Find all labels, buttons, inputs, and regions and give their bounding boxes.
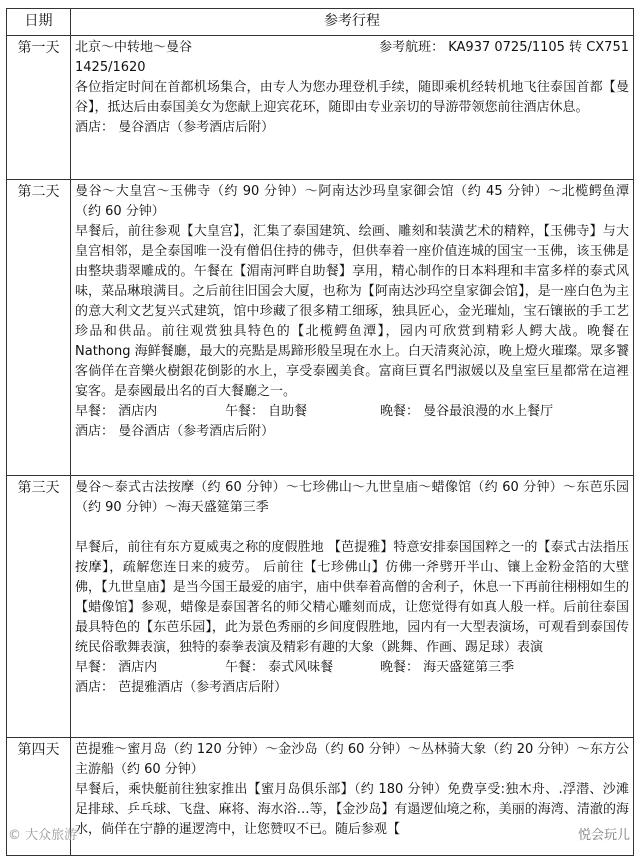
- header-date: 日期: [7, 9, 71, 36]
- breakfast: 早餐： 酒店内: [75, 404, 158, 419]
- day-content: [71, 476, 634, 738]
- route-line: [75, 38, 629, 58]
- route-line: 芭提雅～蜜月岛（约 120 分钟）～金沙岛（约 60 分钟）～丛林骑大象（约 20 分钟）～东方公主游船（约 60 分钟）: [75, 742, 629, 777]
- day-content: [71, 180, 634, 476]
- route-line: 曼谷～泰式古法按摩（约 60 分钟）～七珍佛山～九世皇庙～蜡像馆（约 60 分钟）～东芭乐园（约 90 分钟）～海天盛筵第三季: [75, 480, 629, 515]
- flight-info-cont: 1425/1620: [75, 60, 146, 75]
- day-label: 第一天: [7, 36, 71, 180]
- blank-line: [75, 518, 629, 538]
- hotel-line: 酒店： 芭提雅酒店（参考酒店后附）: [75, 680, 288, 695]
- header-itinerary: 参考行程: [71, 9, 634, 36]
- header-row: [7, 9, 634, 36]
- meals-line: [75, 658, 629, 678]
- hotel-line: 酒店： 曼谷酒店（参考酒店后附）: [75, 120, 275, 135]
- day-description: 早餐后，前往参观【大皇宫】，汇集了泰国建筑、绘画、雕刻和装潢艺术的精粹，【玉佛寺】与大皇宫相邻，是全泰国唯一没有僧侣住持的佛寺，但供奉着一座价值连城的国宝一玉佛，该玉佛是由整块翡翠雕成的。午餐在【湄南河畔自助餐】享用，精心制作的日本料理和丰富多样的泰式风味，菜品琳琅满目。之后前往旧国会大厦，也称为【阿南达沙玛空皇家御会馆】，是一座白色为主的意大利文艺复兴式建筑，馆中珍藏了很多精工细琢，独具匠心，金光璀灿，宝石镶嵌的手工艺珍品和供品。前往观赏独具特色的【北榄鳄鱼潭】，园内可欣赏到精彩人鳄大战。晚餐在 Nathong 海鲜餐廳，最大的亮點是馬蹄形般呈現在水上。白天清爽沁涼，晚上燈火璀璨。眾多饕客倘佯在音樂火樹銀花倒影的水上，享受泰國美食。富商巨賈名門淑媛以及皇室巨星都常在這裡宴客。是泰國最出名的百大餐廳之一。: [75, 224, 629, 399]
- day-content: [71, 738, 634, 856]
- day-row: [7, 36, 634, 180]
- day-label: 第三天: [7, 476, 71, 738]
- day-content: [71, 36, 634, 180]
- itinerary-table: [6, 8, 634, 856]
- watermark-right: 悦会玩儿: [577, 828, 630, 843]
- lunch: 午餐： 自助餐: [225, 404, 308, 419]
- route-line: 曼谷～大皇宫～玉佛寺（约 90 分钟）～阿南达沙玛皇家御会馆（约 45 分钟）～北榄鳄鱼潭（约 60 分钟）: [75, 184, 629, 219]
- flight-info: 参考航班： KA937 0725/1105 转 CX751: [379, 40, 629, 55]
- day-row: [7, 476, 634, 738]
- dinner: 晚餐： 海天盛筵第三季: [380, 660, 515, 675]
- hotel-line: 酒店： 曼谷酒店（参考酒店后附）: [75, 424, 275, 439]
- breakfast: 早餐： 酒店内: [75, 660, 158, 675]
- day-row: [7, 738, 634, 856]
- day-description: 早餐后，前往有东方夏威夷之称的度假胜地 【芭提雅】特意安排泰国国粹之一的【泰式古法指压按摩】，疏解您连日来的疲劳。 后前往【七珍佛山】仿佛一斧劈开半山、镶上金粉金箔的大壁佛，【九世皇庙】是当今国王最爱的庙宇，庙中供奉着高僧的舍利子，休息一下再前往栩栩如生的【蜡像馆】参观，蜡像是泰国著名的师父精心雕刻而成，让您觉得有如真人般一样。后前往泰国最具特色的【东芭乐园】，此为景色秀丽的乡间度假胜地，园内有一大型表演场，可观看到泰国传统民俗歌舞表演，独特的泰拳表演及精彩有趣的大象（跳舞、作画、踢足球）表演: [75, 540, 629, 655]
- day-label: 第二天: [7, 180, 71, 476]
- day-label: 第四天: [7, 738, 71, 856]
- day-description: 早餐后，乘快艇前往独家推出【蜜月岛俱乐部】（约 180 分钟）免费享受:独木舟、.浮潜、沙滩足排球、乒乓球、飞盘、麻将、海水浴…等，【金沙岛】有遢逻仙境之称，美丽的海湾、清澈的海水，倘佯在宁静的暹逻湾中，让您赞叹不已。随后参观【: [75, 782, 629, 837]
- route-text: 北京～中转地～曼谷: [75, 40, 193, 55]
- meals-line: [75, 402, 629, 422]
- watermark-left: © 大众旅游: [8, 828, 78, 843]
- day-row: [7, 180, 634, 476]
- day-description: 各位指定时间在首都机场集合，由专人为您办理登机手续，随即乘机经转机地飞往泰国首都【曼谷】，抵达后由泰国美女为您献上迎宾花环，随即由专业亲切的导游带领您前往酒店休息。: [75, 80, 629, 115]
- lunch: 午餐： 泰式风味餐: [225, 660, 334, 675]
- dinner: 晚餐： 曼谷最浪漫的水上餐厅: [380, 404, 554, 419]
